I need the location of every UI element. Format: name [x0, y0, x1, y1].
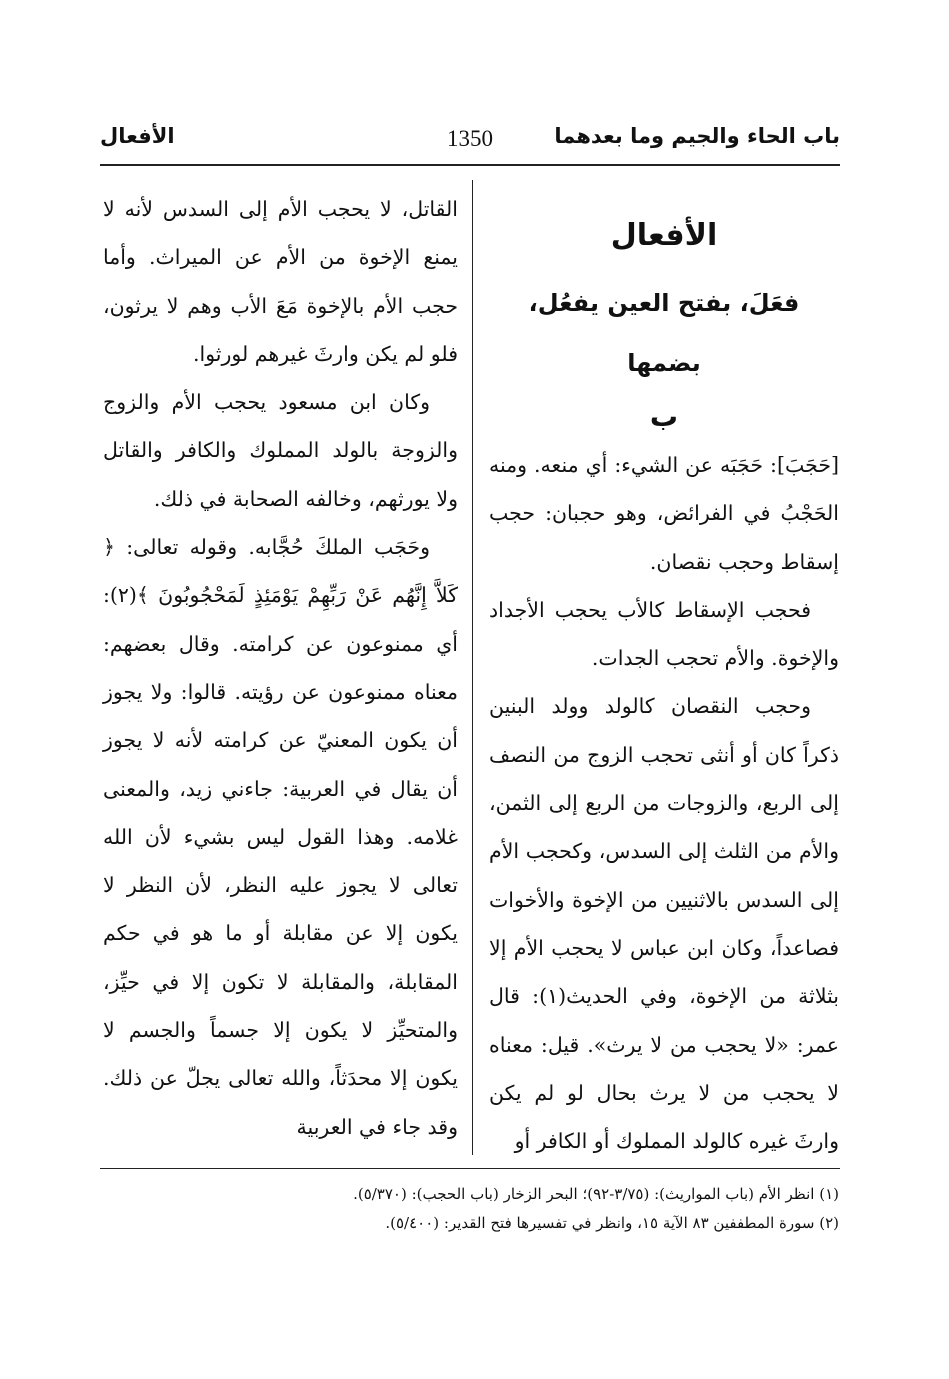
running-header — [100, 124, 840, 164]
header-rule — [100, 164, 840, 166]
heading-title: الأفعال — [610, 218, 718, 253]
paragraph: القاتل، لا يحجب الأم إلى السدس لأنه لا يمنع الإخوة من الأم عن الميراث. وأما حجب الأم بالإخوة مَعَ الأب وهم لا يرثون، فلو لم يكن وارثَ غيرهم لورثوا. — [103, 197, 458, 366]
paragraph: وحجب النقصان كالولد وولد البنين ذكراً كان أو أنثى تحجب الزوج من النصف إلى الربع، والزوجات من الربع إلى الثمن، والأم من الثلث إلى السدس، وكحجب الأم إلى السدس بالاثنيين من الإخوة والأخوات فصاعداً، وكان ابن عباس لا يحجب الأم إلا بثلاثة من الإخوة، وفي الحديث(١): قال عمر: «لا يحجب من لا يرث». قيل: معناه لا يحجب من لا يرث بحال لو لم يكن وارثَ غيره كالولد المملوك أو الكافر أو — [489, 694, 839, 1154]
paragraph: [حَجَبَ]: حَجَبَه عن الشيء: أي منعه. ومنه الحَجْبُ في الفرائض، وهو حجبان: حجب إسقاط وحجب نقصان. — [489, 453, 839, 574]
paragraph: وحَجَب الملكَ حُجَّابه. وقوله تعالى: ﴿ كَلاَّ إِنَّهُم عَنْ رَبِّهِمْ يَوْمَئِذٍ لَمَحْجُوبُونَ ﴾(٢): أي ممنوعون عن كرامته. وقال بعضهم: معناه ممنوعون عن رؤيته. قالوا: ولا يجوز أن يكون المعنيّ عن كرامته لأنه لا يجوز أن يقال في العربية: جاءني زيد، والمعنى غلامه. وهذا القول ليس بشيء لأن الله تعالى لا يجوز عليه النظر، لأن النظر لا يكون إلا عن مقابلة أو ما هو في حكم المقابلة، والمقابلة لا تكون إلا في حيِّز، والمتحيِّز لا يكون إلا جسماً والجسم لا يكون إلا محدَثاً، والله تعالى يجلّ عن ذلك. وقد جاء في العربية — [103, 535, 458, 1139]
paragraph: فحجب الإسقاط كالأب يحجب الأجداد والإخوة. والأم تحجب الجدات. — [489, 597, 839, 671]
column-divider — [472, 180, 473, 1155]
footnotes — [109, 1180, 839, 1238]
heading-subtitle: فعَلَ، بفتح العين يفعُل، بضمها — [528, 289, 800, 377]
section-title: الأفعال — [100, 124, 175, 148]
footnote: (٢) سورة المطففين ٨٣ الآية ١٥، وانظر في تفسيرها فتح القدير: (٥/٤٠٠). — [385, 1214, 839, 1232]
heading-letter: ب — [649, 400, 679, 433]
chapter-title: باب الحاء والجيم وما بعدهما — [554, 124, 840, 148]
page-number: 1350 — [447, 126, 493, 151]
right-column — [489, 185, 839, 1165]
footnote: (١) انظر الأم (باب المواريث): (٣/٧٥-٩٢)؛ البحر الزخار (باب الحجب): (٥/٣٧٠). — [353, 1185, 839, 1203]
paragraph: وكان ابن مسعود يحجب الأم والزوج والزوجة بالولد المملوك والكافر والقاتل ولا يورثهم، وخالفه الصحابة في ذلك. — [103, 390, 458, 511]
footnote-rule — [100, 1168, 840, 1169]
left-column — [103, 185, 458, 1151]
